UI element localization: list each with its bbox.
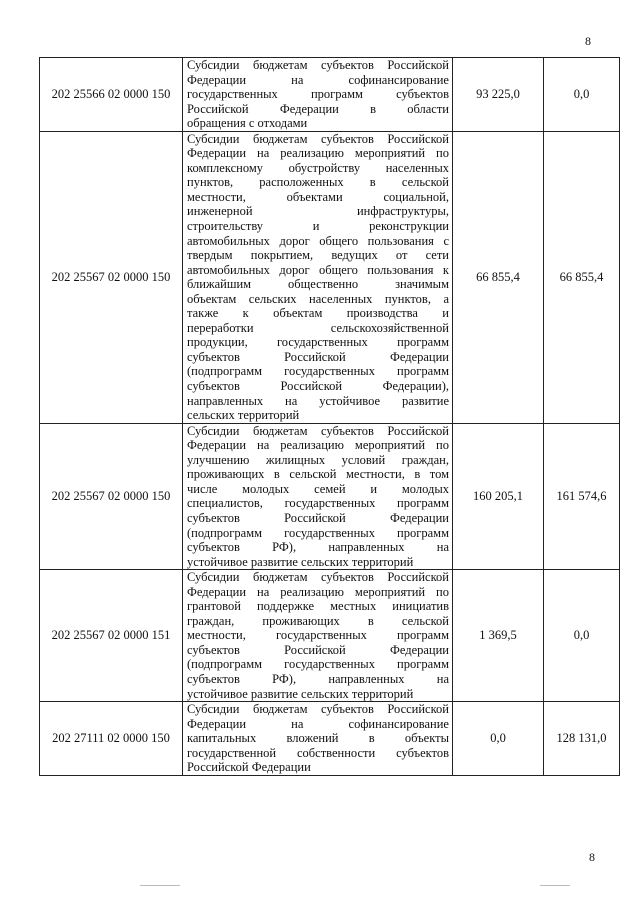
amount-first-year-cell: 93 225,0 xyxy=(453,58,544,132)
description-line: устойчивое развитие сельских территорий xyxy=(187,686,414,701)
description-line: специалистов, государственных программ xyxy=(187,496,449,511)
amount-second-year-cell: 66 855,4 xyxy=(544,131,620,423)
description-line: пунктов, расположенных в сельской xyxy=(187,175,449,190)
budget-code-cell: 202 25567 02 0000 150 xyxy=(40,131,183,423)
description-line: также к объектам производства и xyxy=(187,306,449,321)
description-line: Субсидии бюджетам субъектов Российской xyxy=(187,131,449,146)
budget-code-cell: 202 27111 02 0000 150 xyxy=(40,702,183,776)
table-row xyxy=(40,423,620,569)
description-line: автомобильных дорог общего пользования к xyxy=(187,262,449,277)
description-line: Российской Федерации xyxy=(187,760,311,775)
description-cell xyxy=(183,58,453,132)
description-line: субъектов Российской Федерации xyxy=(187,642,449,657)
description-line: твердым покрытием, ведущих от сети xyxy=(187,248,449,263)
budget-code-cell: 202 25567 02 0000 151 xyxy=(40,570,183,702)
description-line: объектам сельских населенных пунктов, а xyxy=(187,291,449,306)
description-line: (подпрограмм государственных программ xyxy=(187,364,449,379)
table-row xyxy=(40,58,620,132)
description-line: сельских территорий xyxy=(187,408,300,423)
amount-first-year-cell: 160 205,1 xyxy=(453,423,544,569)
description-line: Субсидии бюджетам субъектов Российской xyxy=(187,58,449,72)
description-line: капитальных вложений в объекты xyxy=(187,731,449,746)
budget-code-cell: 202 25567 02 0000 150 xyxy=(40,423,183,569)
amount-first-year-cell: 0,0 xyxy=(453,702,544,776)
scan-artifact xyxy=(540,885,570,886)
amount-first-year-cell: 66 855,4 xyxy=(453,131,544,423)
description-line: государственной собственности субъектов xyxy=(187,745,449,760)
description-line: граждан, проживающих в сельской xyxy=(187,613,449,628)
description-line: строительству и реконструкции xyxy=(187,219,449,234)
budget-table xyxy=(39,57,620,776)
description-line: субъектов Российской Федерации xyxy=(187,510,449,525)
description-line: обращения с отходами xyxy=(187,116,308,131)
table-row xyxy=(40,131,620,423)
amount-second-year-cell: 161 574,6 xyxy=(544,423,620,569)
description-line: инженерной инфраструктуры, xyxy=(187,204,449,219)
description-cell xyxy=(183,570,453,702)
description-line: субъектов Российской Федерации), xyxy=(187,379,449,394)
description-line: Федерации на реализацию мероприятий по xyxy=(187,584,449,599)
description-line: переработки сельскохозяйственной xyxy=(187,320,449,335)
description-line: автомобильных дорог общего пользования с xyxy=(187,233,449,248)
amount-second-year-cell: 0,0 xyxy=(544,570,620,702)
description-line: Субсидии бюджетам субъектов Российской xyxy=(187,702,449,717)
description-line: продукции, государственных программ xyxy=(187,335,449,350)
amount-second-year-cell: 0,0 xyxy=(544,58,620,132)
description-line: Субсидии бюджетам субъектов Российской xyxy=(187,423,449,438)
budget-table-body xyxy=(40,58,620,776)
description-cell xyxy=(183,702,453,776)
amount-second-year-cell: 128 131,0 xyxy=(544,702,620,776)
amount-first-year-cell: 1 369,5 xyxy=(453,570,544,702)
description-line: местности, государственных программ xyxy=(187,628,449,643)
description-cell xyxy=(183,131,453,423)
budget-code-cell: 202 25566 02 0000 150 xyxy=(40,58,183,132)
description-line: Российской Федерации в области xyxy=(187,101,449,116)
description-line: (подпрограмм государственных программ xyxy=(187,657,449,672)
table-row xyxy=(40,702,620,776)
description-line: государственных программ субъектов xyxy=(187,87,449,102)
description-line: грантовой поддержке местных инициатив xyxy=(187,599,449,614)
description-cell xyxy=(183,423,453,569)
scan-artifact xyxy=(140,885,180,886)
description-line: Федерации на реализацию мероприятий по xyxy=(187,438,449,453)
description-line: (подпрограмм государственных программ xyxy=(187,525,449,540)
page-number-top: 8 xyxy=(585,34,591,48)
description-line: комплексному обустройству населенных xyxy=(187,160,449,175)
table-row xyxy=(40,570,620,702)
page-number-bottom: 8 xyxy=(589,850,595,864)
description-line: направленных на устойчивое развитие xyxy=(187,393,449,408)
description-line: ближайшим общественно значимым xyxy=(187,277,449,292)
description-line: Федерации на софинансирование xyxy=(187,72,449,87)
description-line: субъектов Российской Федерации xyxy=(187,349,449,364)
description-line: местности, объектами социальной, xyxy=(187,189,449,204)
description-line: Субсидии бюджетам субъектов Российской xyxy=(187,570,449,585)
description-line: улучшению жилищных условий граждан, xyxy=(187,452,449,467)
description-line: проживающих в сельской местности, в том xyxy=(187,467,449,482)
description-line: устойчивое развитие сельских территорий xyxy=(187,554,414,569)
description-line: субъектов РФ), направленных на xyxy=(187,671,449,686)
description-line: Федерации на софинансирование xyxy=(187,716,449,731)
description-line: числе молодых семей и молодых xyxy=(187,481,449,496)
description-line: Федерации на реализацию мероприятий по xyxy=(187,146,449,161)
description-line: субъектов РФ), направленных на xyxy=(187,540,449,555)
